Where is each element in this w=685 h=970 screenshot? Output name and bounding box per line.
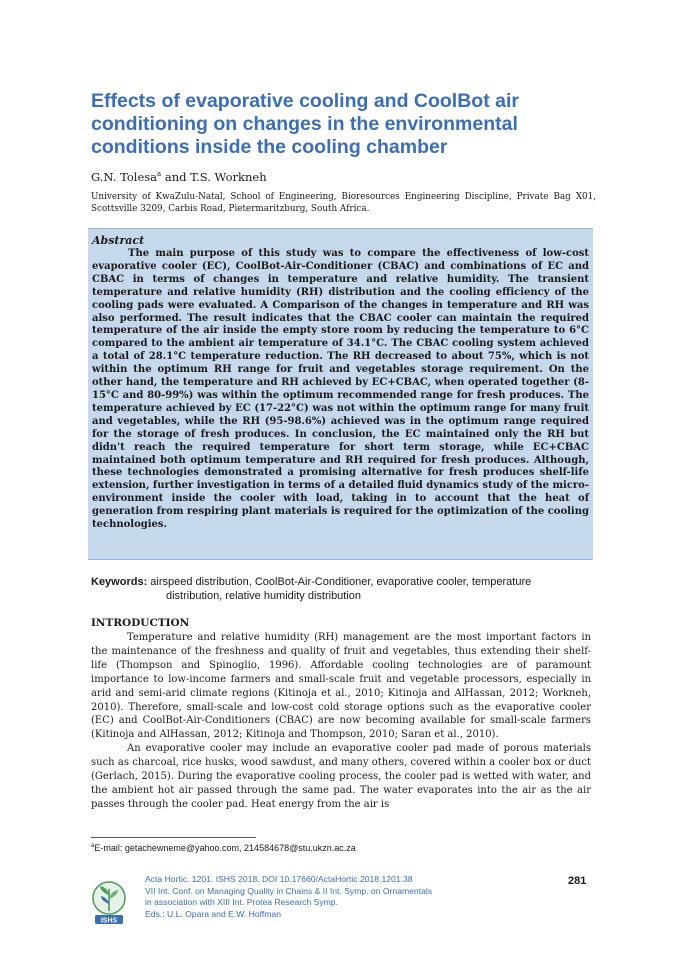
citation-line: VII Int. Conf. on Managing Quality in Chains & II Int. Symp. on Ornamentals xyxy=(145,885,433,896)
keywords-line: airspeed distribution, CoolBot-Air-Conditioner, evaporative cooler, temperature xyxy=(147,576,532,588)
keywords-line: distribution, relative humidity distribution xyxy=(166,590,362,602)
abstract-box xyxy=(88,228,593,560)
affiliation: University of KwaZulu-Natal, School of Engineering, Bioresources Engineering Discipline, Private Bag X01, Scottsville 3209, Carbis Road, Pietermaritzburg, South Africa. xyxy=(91,192,596,214)
keywords xyxy=(91,575,591,603)
author-name: T.S. Workneh xyxy=(190,170,267,184)
footnote xyxy=(91,843,356,853)
paper-title: Effects of evaporative cooling and CoolBot air conditioning on changes in the environmental conditions inside the cooling chamber xyxy=(91,90,519,158)
author-name: G.N. Tolesa xyxy=(91,170,158,184)
author-line xyxy=(91,170,267,184)
footnote-email[interactable]: E-mail: getachewneme@yahoo.com, 214584678@stu.ukzn.ac.za xyxy=(94,843,356,853)
keywords-label: Keywords: xyxy=(91,576,148,588)
citation-block xyxy=(145,874,475,921)
body-paragraph: An evaporative cooler may include an evaporative cooler pad made of porous materials such as charcoal, rice husks, wood sawdust, and many others, covered within a cooler box or duct (Gerlach, 2015). During the evaporative cooling process, the cooler pad is wetted with water, and the ambient hot air passed through the same pad. The water evaporates into the air as the air passes through the cooler pad. Heat energy from the air is xyxy=(91,743,591,810)
ishs-logo-icon xyxy=(89,881,129,925)
author-affiliation-marker: a xyxy=(157,170,162,179)
abstract-text: The main purpose of this study was to compare the effectiveness of low-cost evaporative cooler (EC), CoolBot-Air-Conditioner (CBAC) and combinations of EC and CBAC in terms of changes in temperature and relative humidity. The transient temperature and relative humidity (RH) distribution and the cooling efficiency of the cooling pads were evaluated. A Comparison of the changes in temperature and RH was also performed. The result indicates that the CBAC cooler can maintain the required temperature of the air inside the empty store room by reducing the temperature to 6°C compared to the ambient air temperature of 34.1°C. The CBAC cooling system achieved a total of 28.1°C temperature reduction. The RH decreased to about 75%, which is not within the optimum RH range for fruit and vegetables storage requirement. On the other hand, the temperature and RH achieved by EC+CBAC, when operated together (8-15°C and 80-99%) was within the optimum recommended range for fresh produces. The temperature achieved by EC (17-22°C) was not within the optimum range for many fruit and vegetables, while the RH (95-98.6%) achieved was in the optimum range required for the storage of fresh produces. In conclusion, the EC maintained only the RH but didn't reach the required temperature for short term storage, while EC+CBAC maintained both optimum temperature and RH required for fresh produces. Although, these technologies demonstrated a promising alternative for fresh produces shelf-life extension, further investigation in terms of a detailed fluid dynamics study of the micro-environment inside the cooler with load, taking in to account that the heat of generation from respiring plant materials is required for the optimization of the cooling technologies. xyxy=(92,248,589,531)
section-heading-introduction: INTRODUCTION xyxy=(91,617,190,629)
introduction-body xyxy=(91,631,591,812)
author-separator: and xyxy=(161,170,191,184)
ishs-logo xyxy=(89,881,129,925)
citation-line: in association with XIII Int. Protea Research Symp. xyxy=(145,897,338,908)
body-paragraph: Temperature and relative humidity (RH) management are the most important factors in the maintenance of the freshness and quality of fruit and vegetables, thus extending their shelf-life (Thompson and Spinoglio, 1996). Affordable cooling technologies are of paramount importance to low-income farmers and small-scale fruit and vegetable processors, especially in arid and semi-arid climate regions (Kitinoja et al., 2010; Kitinoja and AlHassan, 2012; Workneh, 2010). Therefore, small-scale and low-cost cold storage options such as the evaporative cooler (EC) and CoolBot-Air-Conditioners (CBAC) are now becoming available for small-scale farmers (Kitinoja and AlHassan, 2012; Kitinoja and Thompson, 2010; Saran et al., 2010). xyxy=(91,632,591,741)
footnote-divider xyxy=(91,837,256,838)
footnote-marker: a xyxy=(91,843,95,849)
citation-line: Acta Hortic. 1201. ISHS 2018. DOI 10.17660/ActaHortic.2018.1201.38 xyxy=(145,874,413,884)
abstract-heading: Abstract xyxy=(92,234,145,247)
logo-text: ISHS xyxy=(100,917,118,925)
page-number: 281 xyxy=(568,875,587,887)
citation-line: Eds.: U.L. Opara and E.W. Hoffman xyxy=(145,909,281,920)
